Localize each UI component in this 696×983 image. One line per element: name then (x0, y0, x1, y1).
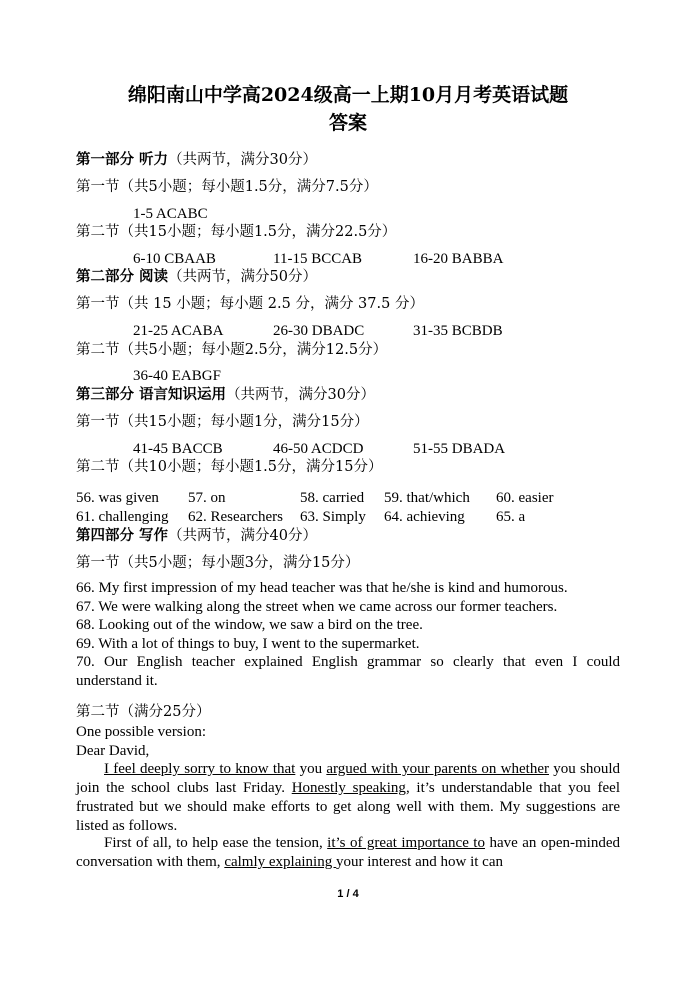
part2-heading: 第二部分 阅读 (76, 269, 169, 285)
part4-sec2-label: 第二节（满分25分） (76, 704, 211, 720)
part2-points: （共两节，满分50分） (168, 269, 318, 285)
letter-greeting: Dear David, (76, 743, 150, 759)
sentence-item: 66. My first impression of my head teacher was that he/she is kind and humorous. (76, 580, 568, 596)
part4-heading: 第四部分 写作 (76, 528, 169, 544)
part3-sec2-label: 第二节（共10小题；每小题1.5分，满分15分） (76, 459, 383, 475)
answer-item: 61. challenging (76, 509, 169, 525)
sentence-item: 67. We were walking along the street when we came across our former teachers. (76, 599, 558, 615)
part3-sec1-label: 第一节（共15小题；每小题1分，满分15分） (76, 414, 369, 430)
answer-item: 59. that/which (384, 490, 470, 506)
sentence-item: 70. Our English teacher explained English grammar so clearly that even I could understand it. (76, 654, 620, 689)
part4-heading-line (76, 527, 317, 545)
part4-points: （共两节，满分40分） (168, 528, 318, 544)
part3-heading: 第三部分 语言知识运用 (76, 387, 227, 403)
text-run: you (295, 761, 327, 777)
text-run: have an open-minded conversation with them, (76, 835, 620, 870)
answer-group: 16-20 BABBA (413, 251, 504, 267)
text-run: First of all, to help ease the tension, (104, 835, 328, 851)
sentence-item: 69. With a lot of things to buy, I went to the supermarket. (76, 636, 420, 652)
part1-sec1-label: 第一节（共5小题；每小题1.5分，满分7.5分） (76, 179, 378, 195)
part2-sec2-label: 第二节（共5小题；每小题2.5分，满分12.5分） (76, 342, 388, 358)
part4-sec1-label: 第一节（共5小题；每小题3分，满分15分） (76, 555, 360, 571)
answer-group: 6-10 CBAAB (133, 251, 216, 267)
part1-points: （共两节，满分30分） (168, 152, 318, 168)
part3-heading-line (76, 386, 375, 404)
page-number: 1 / 4 (337, 888, 359, 900)
answer-item: 60. easier (496, 490, 554, 506)
answer-item: 63. Simply (300, 509, 366, 525)
letter-paragraph-2 (76, 834, 620, 872)
highlight-phrase: Honestly speaking (291, 780, 406, 796)
answer-item: 64. achieving (384, 509, 465, 525)
part1-sec2-label: 第二节（共15小题；每小题1.5分，满分22.5分） (76, 224, 397, 240)
answer-item: 57. on (188, 490, 226, 506)
answer-group: 41-45 BACCB (133, 441, 223, 457)
answer-group: 31-35 BCBDB (413, 323, 503, 339)
part1-heading: 第一部分 听力 (76, 152, 169, 168)
letter-paragraph-1 (76, 760, 620, 836)
answer-group: 26-30 DBADC (273, 323, 365, 339)
text-run: your interest and how it can (335, 854, 503, 870)
answer-group: 1-5 ACABC (133, 206, 208, 222)
page-subtitle: 答案 (328, 112, 367, 134)
answer-group: 51-55 DBADA (413, 441, 506, 457)
text-run: , it’s understandable that you feel frustrated but we should make efforts to get along well with them. My suggestions are listed as follows. (76, 780, 621, 834)
part1-heading-line (76, 151, 317, 169)
highlight-phrase: argued with your parents on whether (326, 761, 549, 777)
highlight-phrase: it’s of great importance to (327, 835, 485, 851)
answer-group: 11-15 BCCAB (273, 251, 363, 267)
text-run: you should join the school clubs last Friday. (76, 761, 621, 796)
highlight-phrase: calmly explaining (224, 854, 336, 870)
page-title: 绵阳南山中学高2024级高一上期10月月考英语试题 (127, 84, 569, 106)
sentence-item: 68. Looking out of the window, we saw a bird on the tree. (76, 617, 423, 633)
version-label: One possible version: (76, 724, 206, 740)
part2-sec1-label: 第一节（共 15 小题；每小题 2.5 分，满分 37.5 分） (76, 296, 424, 312)
answer-group: 46-50 ACDCD (273, 441, 364, 457)
answer-item: 56. was given (76, 490, 159, 506)
answer-group: 21-25 ACABA (133, 323, 224, 339)
part2-heading-line (76, 268, 317, 286)
answer-group: 36-40 EABGF (133, 368, 221, 384)
answer-item: 58. carried (300, 490, 365, 506)
answer-item: 65. a (496, 509, 526, 525)
answer-item: 62. Researchers (188, 509, 283, 525)
part3-points: （共两节，满分30分） (226, 387, 376, 403)
highlight-phrase: I feel deeply sorry to know that (104, 761, 296, 777)
